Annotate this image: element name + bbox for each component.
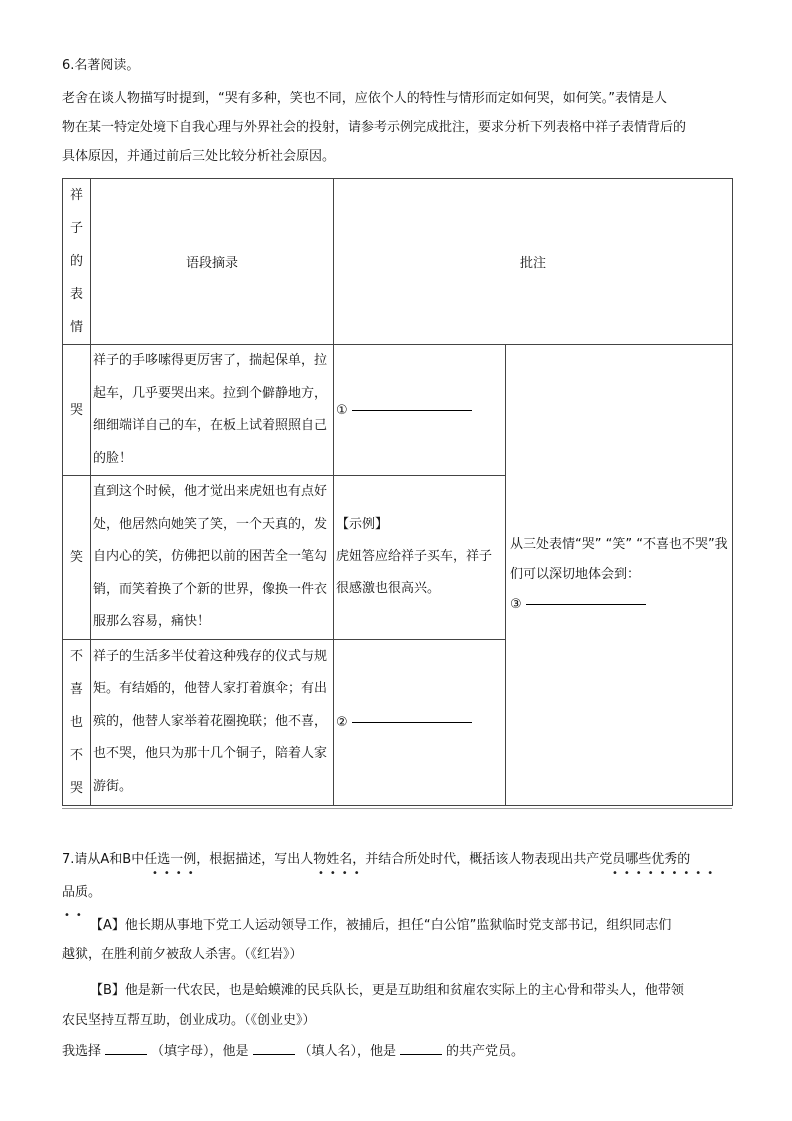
note-2-blank[interactable] — [352, 722, 472, 723]
option-a-line-2: 越狱，在胜利前夕被敌人杀害。（《红岩》） — [62, 947, 303, 962]
summary-cell[interactable] — [506, 345, 733, 806]
expression-laugh: 笑 — [63, 476, 91, 640]
emphasis-dots-1: •••• — [152, 868, 200, 879]
note-1-label: ① — [336, 402, 348, 418]
answer-line: 我选择 （填字母），他是 （填人名），他是 的共产党员。 — [62, 1044, 525, 1059]
option-b-line-1: 【B】他是新一代农民，也是蛤蟆滩的民兵队长，更是互助组和贫雇农实际上的主心骨和带头人，他带领 — [90, 983, 684, 998]
table-header-row — [63, 179, 733, 345]
section-divider — [62, 808, 732, 809]
expression-neither: 不 喜 也 不 哭 — [63, 639, 91, 805]
question-7-line-1: 7.请从A和B中任选一例，根据描述，写出人物姓名，并结合所处时代，概括该人物表现出共产党员哪些优秀的 — [62, 852, 691, 867]
emphasis-dots-4: •• — [64, 910, 88, 921]
question-7-line-2: 品质。 — [62, 885, 102, 900]
emphasis-dots-3: ••••••••• — [612, 868, 720, 879]
question-6-intro-line-2: 物在某一特定处境下自我心理与外界社会的投射，请参考示例完成批注，要求分析下列表格中祥子表情背后的 — [62, 120, 687, 135]
note-3-label: ③ — [510, 596, 522, 612]
table-row — [63, 345, 733, 476]
letter-blank[interactable] — [105, 1054, 147, 1055]
name-blank[interactable] — [253, 1054, 295, 1055]
excerpt-neither: 祥子的生活多半仗着这种残存的仪式与规矩。有结婚的，他替人家打着旗伞；有出殡的，他替人家举着花圈挽联；他不喜，也不哭，他只为那十几个铜子，陪着人家游街。 — [91, 639, 334, 805]
question-6-intro-line-3: 具体原因，并通过前后三处比较分析社会原因。 — [62, 149, 336, 164]
example-note-cell — [334, 476, 506, 640]
note-1-blank[interactable] — [352, 410, 472, 411]
header-annotation: 批注 — [334, 179, 733, 345]
option-b-line-2: 农民坚持互帮互助，创业成功。（《创业史》） — [62, 1013, 316, 1028]
option-a-line-1: 【A】他长期从事地下党工人运动领导工作，被捕后，担任“白公馆”监狱临时党支部书记，组织同志们 — [90, 918, 672, 933]
note-2-label: ② — [336, 714, 348, 730]
excerpt-laugh: 直到这个时候，他才觉出来虎妞也有点好处，他居然向她笑了笑，一个天真的，发自内心的笑，仿佛把以前的困苦全一笔勾销，而笑着换了个新的世界，像换一件衣服那么容易，痛快！ — [91, 476, 334, 640]
question-6-title: 6.名著阅读。 — [62, 58, 140, 73]
emphasis-dots-2: •••• — [318, 868, 366, 879]
annotation-table — [62, 178, 733, 806]
note-3-blank[interactable] — [526, 604, 646, 605]
question-6-intro-line-1: 老舍在谈人物描写时提到，“哭有多种，笑也不同，应依个人的特性与情形而定如何哭，如何笑。”表情是人 — [62, 91, 667, 106]
example-tag: 【示例】 — [336, 517, 389, 533]
excerpt-cry: 祥子的手哆嗦得更厉害了，揣起保单，拉起车，几乎要哭出来。拉到个僻静地方，细细端详自己的车，在板上试着照照自己的脸！ — [91, 345, 334, 476]
header-excerpt: 语段摘录 — [91, 179, 334, 345]
quality-blank[interactable] — [400, 1054, 442, 1055]
header-expression: 祥 子 的 表 情 — [63, 179, 91, 345]
expression-cry: 哭 — [63, 345, 91, 476]
example-text: 虎妞答应给祥子买车，祥子很感激也很高兴。 — [336, 549, 493, 597]
note-1-cell[interactable] — [334, 345, 506, 476]
note-2-cell[interactable] — [334, 639, 506, 805]
summary-text: 从三处表情“哭” “笑” “不喜也不哭”我们可以深切地体会到： — [510, 536, 728, 582]
